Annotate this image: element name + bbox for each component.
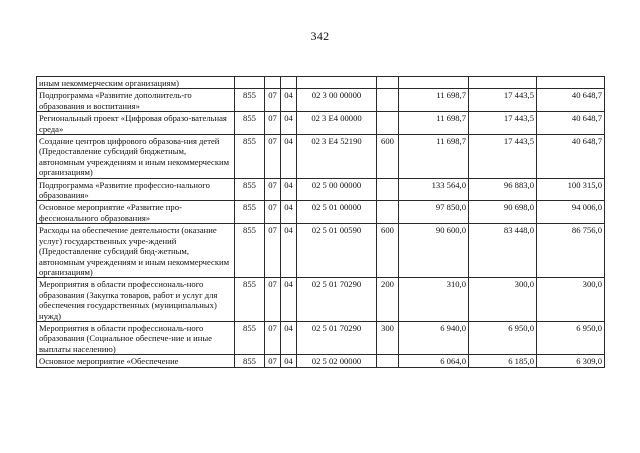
cell-subsection: 04 bbox=[281, 112, 297, 135]
cell-subsection: 04 bbox=[281, 89, 297, 112]
cell-section: 07 bbox=[265, 224, 281, 278]
page-number: 342 bbox=[310, 29, 330, 43]
table-row bbox=[37, 201, 605, 224]
cell-year-1: 6 940,0 bbox=[399, 321, 469, 354]
cell-name: Создание центров цифрового образова-ния детей (Предоставление субсидий бюджетным, автономным учреждениям и иным некоммерческим организациям) bbox=[37, 135, 235, 179]
cell-year-1: 11 698,7 bbox=[399, 135, 469, 179]
cell-subsection: 04 bbox=[281, 178, 297, 201]
cell-year-3: 40 648,7 bbox=[537, 112, 605, 135]
cell-section bbox=[265, 77, 281, 89]
cell-subsection: 04 bbox=[281, 224, 297, 278]
cell-name: Мероприятия в области профессиональ-ного образования (Социальное обеспече-ние и иные выплаты населению) bbox=[37, 321, 235, 354]
table-row bbox=[37, 321, 605, 354]
cell-type: 200 bbox=[377, 278, 399, 322]
cell-name: Основное мероприятие «Развитие про-фессионального образования» bbox=[37, 201, 235, 224]
cell-year-3: 6 950,0 bbox=[537, 321, 605, 354]
cell-name: Расходы на обеспечение деятельности (оказание услуг) государственных учре-ждений (Предоставление субсидий бюд-жетным, автономным учреждениям и иным некоммерческим организациям) bbox=[37, 224, 235, 278]
budget-table-body bbox=[37, 77, 605, 368]
cell-subsection: 04 bbox=[281, 135, 297, 179]
cell-code: 855 bbox=[235, 278, 265, 322]
cell-year-1: 90 600,0 bbox=[399, 224, 469, 278]
cell-section: 07 bbox=[265, 355, 281, 367]
cell-section: 07 bbox=[265, 112, 281, 135]
cell-type: 600 bbox=[377, 135, 399, 179]
cell-name: иным некоммерческим организациям) bbox=[37, 77, 235, 89]
table-row bbox=[37, 278, 605, 322]
cell-code bbox=[235, 77, 265, 89]
cell-type bbox=[377, 355, 399, 367]
cell-target: 02 3 00 00000 bbox=[297, 89, 377, 112]
cell-year-1 bbox=[399, 77, 469, 89]
cell-target: 02 5 01 70290 bbox=[297, 278, 377, 322]
cell-code: 855 bbox=[235, 355, 265, 367]
cell-target: 02 3 E4 52190 bbox=[297, 135, 377, 179]
cell-target bbox=[297, 77, 377, 89]
cell-year-1: 11 698,7 bbox=[399, 112, 469, 135]
cell-year-1: 310,0 bbox=[399, 278, 469, 322]
cell-year-2: 6 185,0 bbox=[469, 355, 537, 367]
table-row bbox=[37, 89, 605, 112]
cell-year-2: 17 443,5 bbox=[469, 135, 537, 179]
cell-year-1: 97 850,0 bbox=[399, 201, 469, 224]
cell-year-2: 83 448,0 bbox=[469, 224, 537, 278]
cell-name: Подпрограмма «Развитие профессио-нального образования» bbox=[37, 178, 235, 201]
cell-type: 300 bbox=[377, 321, 399, 354]
cell-type bbox=[377, 178, 399, 201]
cell-subsection bbox=[281, 77, 297, 89]
table-row bbox=[37, 112, 605, 135]
cell-year-3: 300,0 bbox=[537, 278, 605, 322]
cell-name: Подпрограмма «Развитие дополнитель-го образования и воспитания» bbox=[37, 89, 235, 112]
table-row bbox=[37, 355, 605, 367]
cell-target: 02 5 01 00590 bbox=[297, 224, 377, 278]
cell-year-2: 96 883,0 bbox=[469, 178, 537, 201]
cell-year-2: 300,0 bbox=[469, 278, 537, 322]
cell-name: Мероприятия в области профессиональ-ного образования (Закупка товаров, работ и услуг для обеспечения государственных (муниципальных) нужд) bbox=[37, 278, 235, 322]
cell-code: 855 bbox=[235, 321, 265, 354]
cell-type: 600 bbox=[377, 224, 399, 278]
cell-target: 02 5 01 00000 bbox=[297, 201, 377, 224]
cell-type bbox=[377, 89, 399, 112]
cell-target: 02 5 01 70290 bbox=[297, 321, 377, 354]
cell-section: 07 bbox=[265, 178, 281, 201]
cell-target: 02 3 E4 00000 bbox=[297, 112, 377, 135]
cell-section: 07 bbox=[265, 321, 281, 354]
cell-subsection: 04 bbox=[281, 278, 297, 322]
cell-year-1: 133 564,0 bbox=[399, 178, 469, 201]
cell-year-2: 17 443,5 bbox=[469, 112, 537, 135]
cell-year-3: 94 006,0 bbox=[537, 201, 605, 224]
table-row bbox=[37, 178, 605, 201]
cell-code: 855 bbox=[235, 201, 265, 224]
cell-subsection: 04 bbox=[281, 321, 297, 354]
cell-year-2: 17 443,5 bbox=[469, 89, 537, 112]
cell-type bbox=[377, 201, 399, 224]
table-row bbox=[37, 224, 605, 278]
cell-code: 855 bbox=[235, 89, 265, 112]
cell-subsection: 04 bbox=[281, 355, 297, 367]
cell-year-1: 6 064,0 bbox=[399, 355, 469, 367]
cell-subsection: 04 bbox=[281, 201, 297, 224]
cell-year-3: 86 756,0 bbox=[537, 224, 605, 278]
cell-name: Основное мероприятие «Обеспечение bbox=[37, 355, 235, 367]
cell-code: 855 bbox=[235, 224, 265, 278]
cell-year-3: 100 315,0 bbox=[537, 178, 605, 201]
table-row-continued bbox=[37, 77, 605, 89]
cell-code: 855 bbox=[235, 112, 265, 135]
cell-target: 02 5 00 00000 bbox=[297, 178, 377, 201]
budget-table bbox=[36, 76, 605, 368]
cell-year-3: 6 309,0 bbox=[537, 355, 605, 367]
cell-year-1: 11 698,7 bbox=[399, 89, 469, 112]
cell-year-2: 90 698,0 bbox=[469, 201, 537, 224]
cell-section: 07 bbox=[265, 201, 281, 224]
cell-code: 855 bbox=[235, 135, 265, 179]
table-row bbox=[37, 135, 605, 179]
cell-name: Региональный проект «Цифровая образо-вательная среда» bbox=[37, 112, 235, 135]
cell-section: 07 bbox=[265, 135, 281, 179]
cell-year-2 bbox=[469, 77, 537, 89]
cell-section: 07 bbox=[265, 278, 281, 322]
cell-code: 855 bbox=[235, 178, 265, 201]
cell-year-3 bbox=[537, 77, 605, 89]
cell-section: 07 bbox=[265, 89, 281, 112]
cell-year-2: 6 950,0 bbox=[469, 321, 537, 354]
cell-year-3: 40 648,7 bbox=[537, 89, 605, 112]
cell-year-3: 40 648,7 bbox=[537, 135, 605, 179]
cell-target: 02 5 02 00000 bbox=[297, 355, 377, 367]
cell-type bbox=[377, 112, 399, 135]
cell-type bbox=[377, 77, 399, 89]
